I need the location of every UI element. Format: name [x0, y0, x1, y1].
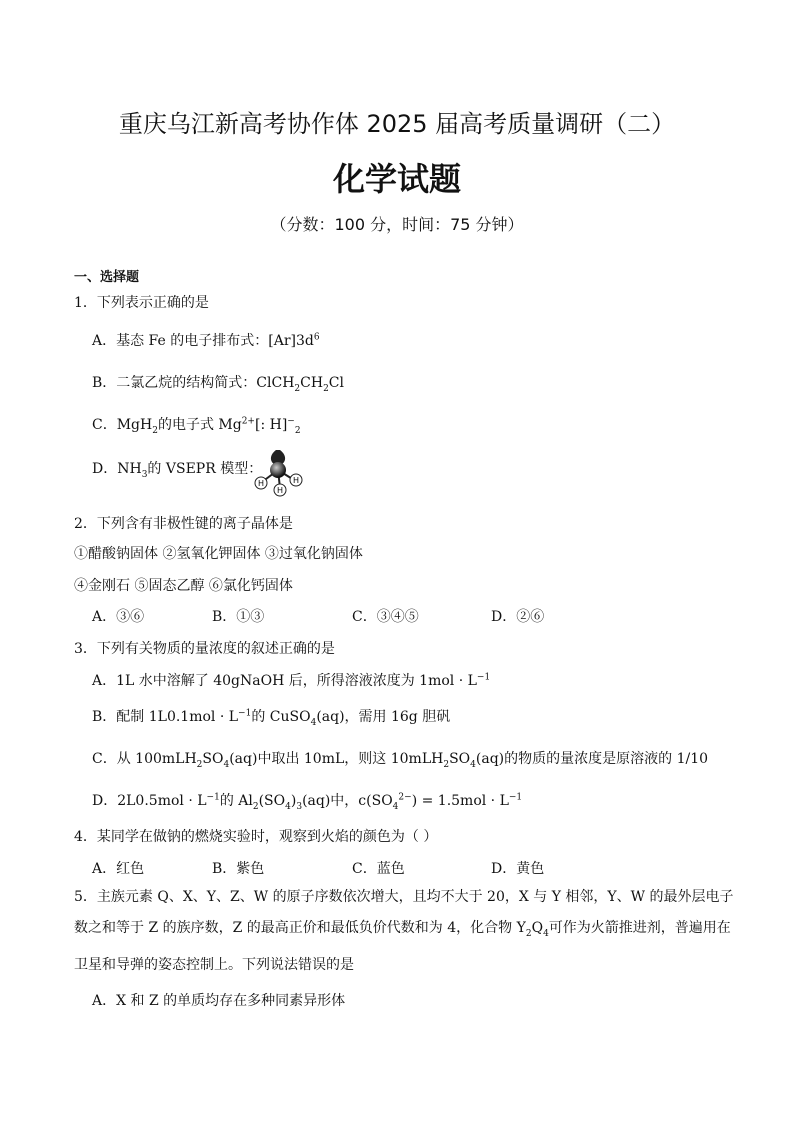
h-atom-label: H: [258, 479, 264, 488]
exam-title: 重庆乌江新高考协作体 2025 届高考质量调研（二）: [118, 110, 676, 138]
q1-option-c: C．MgH$_2$的电子式 $Mg^{2+}$[: $H]^-_2$: [92, 416, 301, 436]
q2-option-c: C．③④⑤: [352, 609, 419, 625]
q5-stem: 5．主族元素 Q、X、Y、Z、W 的原子序数依次增大，且均不大于 20，X 与 Y 相邻，Y、W 的最外层电子数之和等于 Z 的族序数，Z 的最高正价和最低负价代数和为 4，化合物 $Y_2Q_4$可作为火箭推进剂，普遍用在卫星和导弹的姿态控制上。下列说法错误的是: [74, 889, 734, 973]
exam-meta: （分数：100 分，时间：75 分钟）: [270, 215, 524, 234]
q3-option-c: C．从 $100mLH_2SO_4(aq)$中取出 10mL，则这 $10mLH_2SO_4(aq)$的物质的量浓度是原溶液的 1/10: [92, 751, 709, 770]
q4-option-b: B．紫色: [212, 861, 265, 877]
q1-option-b: B．二氯乙烷的结构简式：$ClCH_2CH_2Cl$: [92, 375, 344, 394]
vsepr-model-icon: [250, 446, 308, 498]
q4-option-d: D．黄色: [491, 861, 545, 877]
h-atom-label: H: [293, 476, 299, 485]
q5-option-a: A．X 和 Z 的单质均存在多种同素异形体: [92, 993, 346, 1009]
q2-stem: 2．下列含有非极性键的离子晶体是: [74, 516, 293, 532]
q3-stem: 3．下列有关物质的量浓度的叙述正确的是: [74, 641, 335, 657]
q1-option-a: A．基态 Fe 的电子排布式：$[Ar]3d^6$: [92, 332, 320, 349]
q2-option-b: B．①③: [212, 609, 265, 625]
q2-list-line2: ④金刚石 ⑤固态乙醇 ⑥氯化钙固体: [74, 578, 293, 594]
section-heading: 一、选择题: [74, 270, 140, 285]
subject-title: 化学试题: [332, 160, 461, 198]
q2-option-d: D．②⑥: [491, 609, 545, 625]
q2-list-line1: ①醋酸钠固体 ②氢氧化钾固体 ③过氧化钠固体: [74, 546, 363, 562]
h-atom-label: H: [277, 486, 283, 495]
q3-option-d: D．$2L0.5mol \cdot L^{-1}$的 $Al_2(SO_4)_3(aq)$中，$c(SO_4^{2-}) = 1.5mol \cdot L^{-1}$: [92, 792, 523, 812]
q1-option-d: D．$NH_3$的 VSEPR 模型：: [92, 461, 263, 480]
q3-option-b: B．配制 $1L0.1mol \cdot L^{-1}$的 CuSO$_4$(aq)，需用 16g 胆矾: [92, 708, 451, 728]
q4-option-c: C．蓝色: [352, 861, 405, 877]
q4-option-a: A．红色: [92, 861, 145, 877]
q4-stem: 4．某同学在做钠的燃烧实验时，观察到火焰的颜色为（ ）: [74, 829, 438, 845]
q1-stem: 1．下列表示正确的是: [74, 295, 209, 311]
q2-option-a: A．③⑥: [92, 609, 145, 625]
q3-option-a: A．1L 水中溶解了 40gNaOH 后，所得溶液浓度为 $1mol \cdot L^{-1}$: [92, 672, 491, 689]
